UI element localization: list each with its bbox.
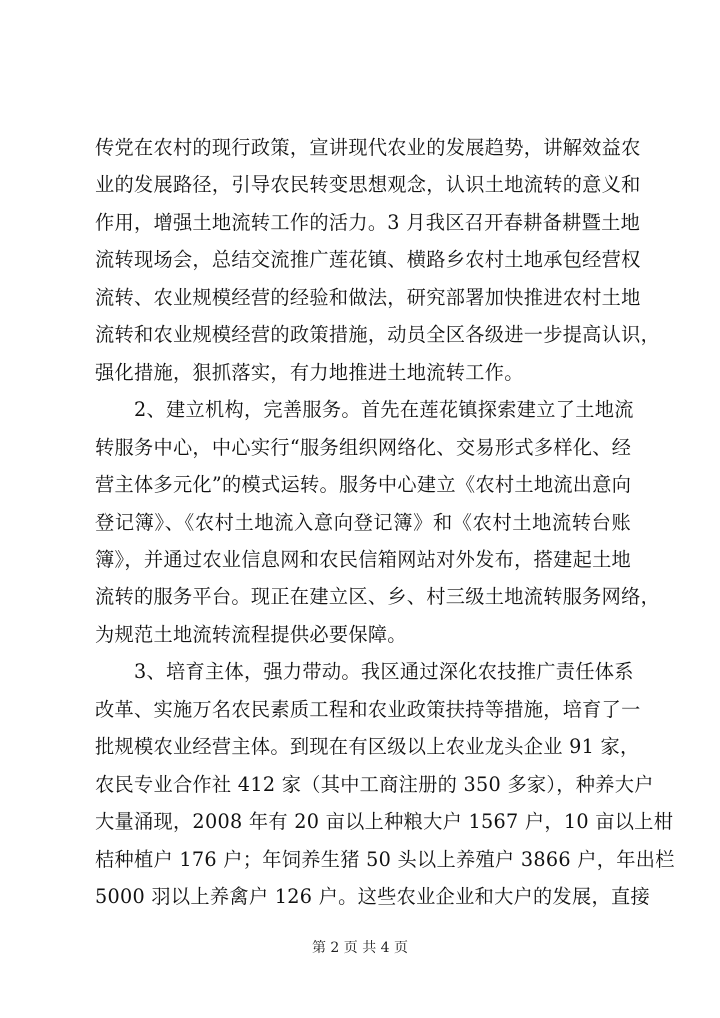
paragraph-1-line-3: 作用，增强土地流转工作的活力。3 月我区召开春耕备耕暨土地 — [95, 211, 641, 234]
paragraph-2-line-4: 登记簿》、《农村土地流入意向登记簿》和《农村土地流转台账 — [95, 511, 631, 534]
paragraph-2-line-2: 转服务中心，中心实行“服务组织网络化、交易形式多样化、经 — [95, 436, 632, 459]
paragraph-3-line-4: 农民专业合作社 412 家（其中工商注册的 350 多家），种养大户 — [95, 773, 654, 796]
paragraph-3-line-7: 5000 羽以上养禽户 126 户。这些农业企业和大户的发展，直接 — [95, 885, 650, 908]
paragraph-2-line-6: 流转的服务平台。现正在建立区、乡、村三级土地流转服务网络， — [95, 585, 661, 608]
paragraph-1-line-7: 强化措施，狠抓落实，有力地推进土地流转工作。 — [95, 361, 524, 384]
paragraph-3-line-1: 3、培育主体，强力带动。我区通过深化农技推广责任体系 — [134, 660, 634, 683]
paragraph-2-line-5: 簿》，并通过农业信息网和农民信箱网站对外发布，搭建起土地 — [95, 548, 632, 571]
paragraph-1-line-4: 流转现场会，总结交流推广莲花镇、横路乡农村土地承包经营权 — [95, 248, 641, 271]
paragraph-1-line-6: 流转和农业规模经营的政策措施，动员全区各级进一步提高认识， — [95, 323, 661, 346]
paragraph-2-line-7: 为规范土地流转流程提供必要保障。 — [95, 623, 407, 646]
paragraph-2-line-3: 营主体多元化”的模式运转。服务中心建立《农村土地流出意向 — [95, 473, 632, 496]
paragraph-3-line-6: 桔种植户 176 户；年饲养生猪 50 头以上养殖户 3866 户，年出栏 — [95, 848, 675, 871]
paragraph-1-line-2: 业的发展路径，引导农民转变思想观念，认识土地流转的意义和 — [95, 173, 641, 196]
page-number-footer: 第 2 页 共 4 页 — [311, 940, 409, 956]
paragraph-1-line-5: 流转、农业规模经营的经验和做法，研究部署加快推进农村土地 — [95, 286, 641, 309]
paragraph-3-line-3: 批规模农业经营主体。到现在有区级以上农业龙头企业 91 家， — [95, 735, 640, 758]
paragraph-3-line-5: 大量涌现，2008 年有 20 亩以上种粮大户 1567 户，10 亩以上柑 — [95, 810, 674, 833]
paragraph-3-line-2: 改革、实施万名农民素质工程和农业政策扶持等措施，培育了一 — [95, 698, 641, 721]
paragraph-2-line-1: 2、建立机构，完善服务。首先在莲花镇探索建立了土地流 — [134, 398, 634, 421]
paragraph-1-line-1: 传党在农村的现行政策，宣讲现代农业的发展趋势，讲解效益农 — [95, 136, 641, 159]
